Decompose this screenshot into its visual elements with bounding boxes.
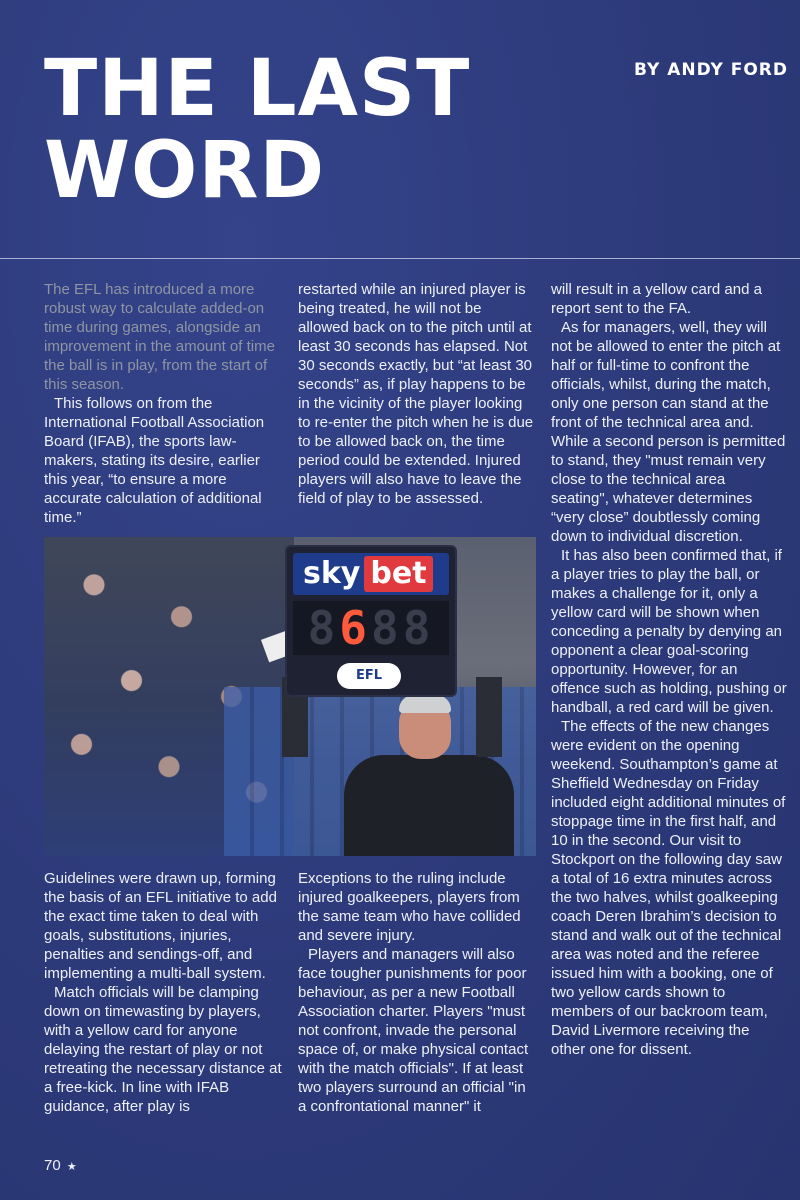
column-3 [551,280,787,1059]
article-title [44,44,471,216]
article-photo [44,537,536,856]
intro-paragraph: The EFL has introduced a more robust way to calculate added-on time during games, alongside an improvement in the amount of time the ball is in play, from the start of this season. [44,281,275,393]
column-2-top [298,280,534,508]
paragraph: will result in a yellow card and a report sent to the FA. [551,281,762,317]
official-body [344,755,514,856]
lit-digit: 6 [339,601,371,655]
club-crest-icon: ★ [66,1161,77,1173]
dim-digits: 88 [371,601,435,655]
substitution-board [287,547,455,695]
paragraph: The effects of the new changes were evident on the opening weekend. Southampton’s game at Sheffield Wednesday on Friday included eight additional minutes of stoppage time in the first half, and 10 in the second. Our visit to Stockport on the following day saw a total of 16 extra minutes across the two halves, whilst goalkeeping coach Deren Ibrahim’s decision to stand and walk out of the technical area was noted and the referee issued him with a booking, one of two yellow cards shown to members of our backroom team, David Livermore receiving the other one for dissent. [551,718,786,1058]
page-number: 70 [44,1157,61,1174]
column-2-bottom [298,869,534,1116]
paragraph: Exceptions to the ruling include injured goalkeepers, players from the same team who have collided and severe injury. [298,870,521,944]
paragraph: Guidelines were drawn up, forming the basis of an EFL initiative to add the exact time taken to deal with goals, substitutions, injuries, penalties and sendings-off, and implementing a multi-ball system. [44,870,277,982]
efl-logo: EFL [337,663,401,689]
paragraph: Players and managers will also face tougher punishments for poor behaviour, as per a new Football Association charter. Players "must not confront, invade the personal space of, or make physical contact with the match officials". If at least two players surround an official "in a confrontational manner" it [298,946,529,1115]
sponsor-sky: sky [303,556,361,591]
dim-digit: 8 [307,601,340,655]
board-display [293,601,449,655]
paragraph: restarted while an injured player is being treated, he will not be allowed back on to the pitch until at least 30 seconds has elapsed. Not 30 seconds exactly, but “at least 30 seconds” as, if play happens to be in the vicinity of the player looking to re-enter the pitch when he is due to be allowed back on, the time period could be extended. Injured players will also have to leave the field of play to be assessed. [298,281,534,507]
page-footer [44,1157,77,1174]
sponsor-logo [293,553,449,595]
paragraph: It has also been confirmed that, if a player tries to play the ball, or makes a challenge for it, only a yellow card will be shown when conceding a penalty by denying an opponent a clear goal-scoring opportunity. However, for an offence such as holding, pushing or handball, a red card will be given. [551,547,787,716]
paragraph: As for managers, well, they will not be allowed to enter the pitch at half or full-time to confront the officials, whilst, during the match, only one person can stand at the front of the technical area and. While a second person is permitted to stand, they "must remain very close to the technical area seating", whatever determines “very close” doubtlessly coming down to individual discretion. [551,319,786,545]
byline: BY ANDY FORD [633,60,788,80]
header-divider [0,258,800,259]
official-hair [399,695,451,713]
title-line-1: THE LAST [44,44,471,134]
paragraph: Match officials will be clamping down on timewasting by players, with a yellow card for anyone delaying the restart of play or not retreating the necessary distance at a free-kick. In line with IFAB guidance, after play is [44,984,282,1115]
title-line-2: WORD [44,126,326,216]
sponsor-bet: bet [364,556,432,592]
column-1-bottom [44,869,284,1116]
paragraph: This follows on from the International Football Association Board (IFAB), the sports law-makers, stating its desire, earlier this year, “to ensure a more accurate calculation of additional time.” [44,395,265,526]
column-1-top [44,280,280,527]
